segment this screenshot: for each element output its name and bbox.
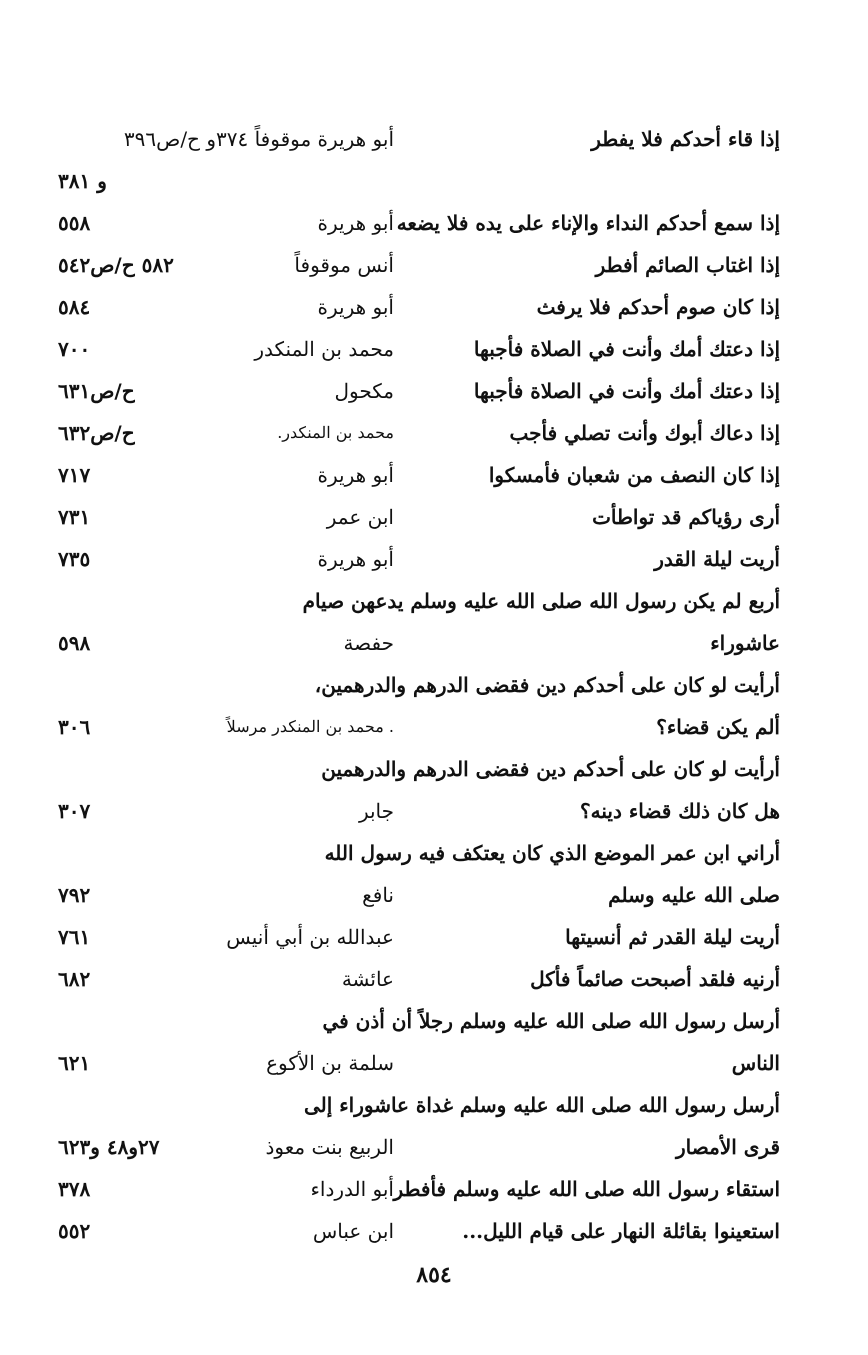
hadith-text: استقاء رسول الله صلى الله عليه وسلم فأفطر bbox=[393, 1177, 780, 1201]
page-reference: ح/ص٦٣٢ bbox=[58, 421, 135, 445]
index-entry bbox=[58, 496, 780, 538]
narrator: أبو هريرة bbox=[317, 463, 394, 487]
hadith-text-line1: أرسل رسول الله صلى الله عليه وسلم رجلاً أن أذن في bbox=[322, 1009, 780, 1033]
index-entry bbox=[58, 748, 780, 832]
narrator: عبدالله بن أبي أنيس bbox=[226, 925, 394, 949]
page-reference: ٧٠٠ bbox=[58, 337, 91, 361]
hadith-text: إذا كان النصف من شعبان فأمسكوا bbox=[488, 463, 780, 487]
index-entry bbox=[58, 286, 780, 328]
hadith-text: إذا اغتاب الصائم أفطر bbox=[595, 253, 780, 277]
hadith-text: استعينوا بقائلة النهار على قيام الليل... bbox=[462, 1219, 780, 1243]
hadith-text: إذا دعاك أبوك وأنت تصلي فأجب bbox=[509, 421, 780, 445]
index-entry bbox=[58, 916, 780, 958]
index-entry bbox=[58, 580, 780, 664]
narrator-reference: أبو هريرة موقوفاً ٣٧٤و ح/ص٣٩٦ bbox=[123, 127, 394, 151]
page-reference: ٧٦١ bbox=[58, 925, 91, 949]
page-number: ٨٥٤ bbox=[416, 1262, 452, 1288]
hadith-text: صلى الله عليه وسلم bbox=[608, 883, 780, 907]
page-reference: ٥٩٨ bbox=[58, 631, 91, 655]
index-entry bbox=[58, 202, 780, 244]
hadith-text: أرى رؤياكم قد تواطأت bbox=[592, 505, 780, 529]
index-entry bbox=[58, 958, 780, 1000]
index-entry bbox=[58, 664, 780, 748]
page-reference: ٧٣٥ bbox=[58, 547, 91, 571]
narrator: أبو هريرة bbox=[317, 547, 394, 571]
hadith-text-line1: أرسل رسول الله صلى الله عليه وسلم غداة عاشوراء إلى bbox=[303, 1093, 780, 1117]
hadith-text: الناس bbox=[731, 1051, 780, 1075]
hadith-text: أريت ليلة القدر ثم أنسيتها bbox=[565, 925, 780, 949]
page-reference: ٢٧و٤٨ و٦٢٣ bbox=[58, 1135, 160, 1159]
index-entry bbox=[58, 370, 780, 412]
narrator: الربيع بنت معوذ bbox=[265, 1135, 394, 1159]
page-reference: ٦٨٢ bbox=[58, 967, 91, 991]
hadith-text: إذا سمع أحدكم النداء والإناء على يده فلا يضعه bbox=[396, 211, 780, 235]
page-reference: ٧١٧ bbox=[58, 463, 91, 487]
page-reference: ٥٨٤ bbox=[58, 295, 91, 319]
narrator: أبو الدرداء bbox=[310, 1177, 394, 1201]
index-entry bbox=[58, 412, 780, 454]
hadith-text-line1: أربع لم يكن رسول الله صلى الله عليه وسلم يدعهن صيام bbox=[302, 589, 780, 613]
hadith-text-line1: أرأيت لو كان على أحدكم دين فقضى الدرهم والدرهمين bbox=[321, 757, 780, 781]
narrator: عائشة bbox=[341, 967, 394, 991]
hadith-text: عاشوراء bbox=[710, 631, 780, 655]
page-reference: ٧٣١ bbox=[58, 505, 91, 529]
narrator: محمد بن المنكدر bbox=[254, 337, 394, 361]
index-entry bbox=[58, 832, 780, 916]
narrator: محمد بن المنكدر. bbox=[277, 423, 394, 442]
index-entry bbox=[58, 1168, 780, 1210]
index-entry bbox=[58, 118, 780, 202]
hadith-text-line1: أرأيت لو كان على أحدكم دين فقضى الدرهم والدرهمين، bbox=[314, 673, 780, 697]
index-entry bbox=[58, 1084, 780, 1168]
narrator: مكحول bbox=[334, 379, 394, 403]
narrator: ابن عمر bbox=[326, 505, 394, 529]
narrator: ابن عباس bbox=[312, 1219, 394, 1243]
hadith-text: إذا دعتك أمك وأنت في الصلاة فأجبها bbox=[473, 337, 780, 361]
index-entry bbox=[58, 538, 780, 580]
narrator: حفصة bbox=[343, 631, 394, 655]
page-reference: ٣٠٦ bbox=[58, 715, 91, 739]
hadith-text: هل كان ذلك قضاء دينه؟ bbox=[580, 799, 780, 823]
reference-continuation: و ٣٨١ bbox=[58, 169, 107, 193]
hadith-text-line1: أراني ابن عمر الموضع الذي كان يعتكف فيه رسول الله bbox=[324, 841, 780, 865]
hadith-text: إذا كان صوم أحدكم فلا يرفث bbox=[536, 295, 780, 319]
narrator: جابر bbox=[358, 799, 394, 823]
page-reference: ح/ص٦٣١ bbox=[58, 379, 135, 403]
page-reference: ٥٥٢ bbox=[58, 1219, 91, 1243]
narrator: نافع bbox=[362, 883, 394, 907]
hadith-index-list bbox=[58, 118, 780, 1252]
hadith-text: أريت ليلة القدر bbox=[654, 547, 780, 571]
hadith-text: قرى الأمصار bbox=[676, 1135, 780, 1159]
index-entry bbox=[58, 328, 780, 370]
page-reference: ٥٥٨ bbox=[58, 211, 91, 235]
hadith-text: أرنيه فلقد أصبحت صائماً فأكل bbox=[530, 967, 780, 991]
narrator: سلمة بن الأكوع bbox=[266, 1051, 394, 1075]
hadith-text: إذا دعتك أمك وأنت في الصلاة فأجبها bbox=[473, 379, 780, 403]
hadith-text: إذا قاء أحدكم فلا يفطر bbox=[591, 127, 780, 151]
index-entry bbox=[58, 1210, 780, 1252]
page-reference: ٣٧٨ bbox=[58, 1177, 91, 1201]
index-entry bbox=[58, 454, 780, 496]
page-reference: ٥٨٢ ح/ص٥٤٢ bbox=[58, 253, 174, 277]
hadith-text: ألم يكن قضاء؟ bbox=[656, 715, 780, 739]
page-reference: ٦٢١ bbox=[58, 1051, 91, 1075]
narrator: أنس موقوفاً bbox=[294, 253, 394, 277]
narrator: أبو هريرة bbox=[317, 211, 394, 235]
narrator: أبو هريرة bbox=[317, 295, 394, 319]
index-entry bbox=[58, 244, 780, 286]
index-entry bbox=[58, 1000, 780, 1084]
page-reference: ٧٩٢ bbox=[58, 883, 91, 907]
narrator: . محمد بن المنكدر مرسلاً bbox=[226, 717, 394, 736]
page-reference: ٣٠٧ bbox=[58, 799, 91, 823]
